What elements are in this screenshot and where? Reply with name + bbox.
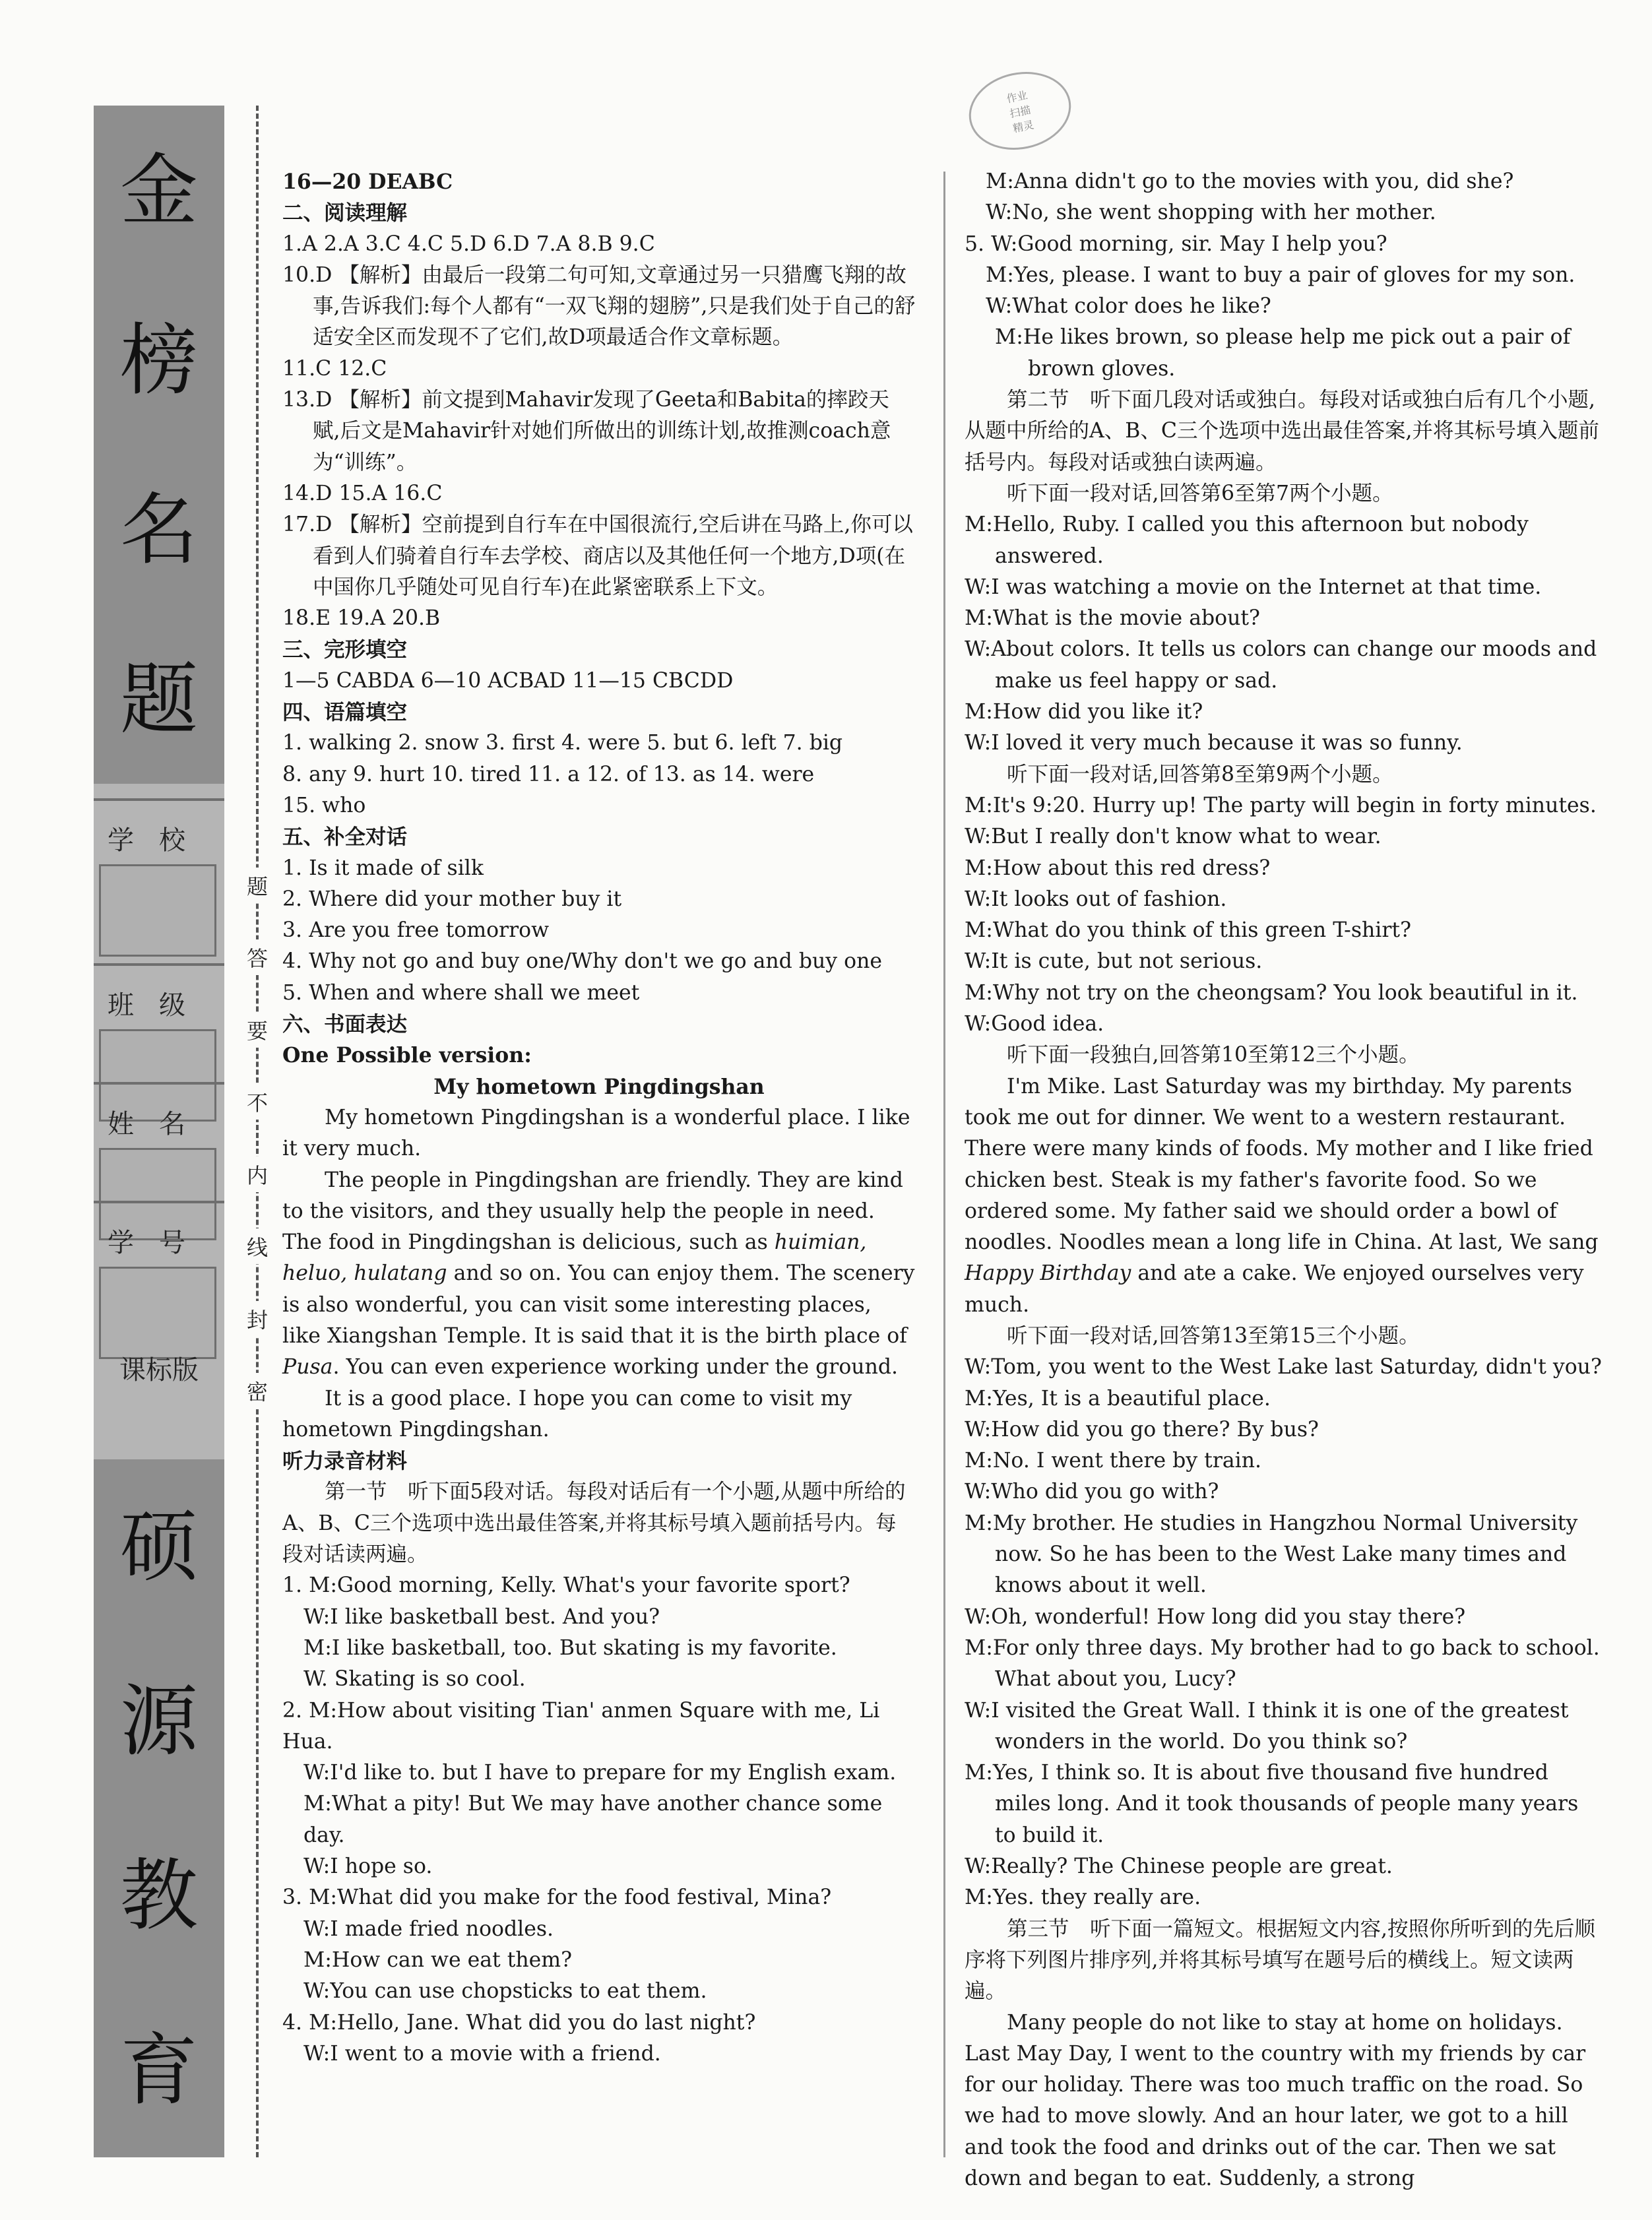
- title-char: 源: [119, 1675, 198, 1767]
- answer-line: 2. Where did your mother buy it: [282, 887, 622, 911]
- seal-warning-text: [244, 868, 270, 1409]
- answer-line: 5. When and where shall we meet: [282, 980, 640, 1005]
- field-label: 班级: [108, 990, 210, 1021]
- dialogue-line: W:I like basketball best. And you?: [303, 1604, 660, 1629]
- dialogue-line: W:Oh, wonderful! How long did you stay there?: [965, 1604, 1466, 1629]
- school-input-box[interactable]: [99, 864, 216, 957]
- dialogue-line: W:It is cute, but not serious.: [965, 949, 1263, 974]
- answer-explanation: 17.D 【解析】空前提到自行车在中国很流行,空后讲在马路上,你可以看到人们骑着自行车去学校、商店以及其他任何一个地方,D项(在中国你几乎随处可见自行车)在此紧密联系上下文。: [282, 513, 913, 599]
- essay-paragraph: My hometown Pingdingshan is a wonderful place. I like it very much.: [282, 1105, 910, 1161]
- answer-explanation: 10.D 【解析】由最后一段第二句可知,文章通过另一只猎鹰飞翔的故事,告诉我们:每个人都有“一双飞翔的翅膀”,只是我们处于自己的舒适安全区而发现不了它们,故D项最适合作文章标题。: [282, 263, 916, 350]
- seal-char: 线: [247, 1228, 268, 1264]
- dialogue-line: 3. M:What did you make for the food festival, Mina?: [282, 1886, 832, 1910]
- dialogue-line: W:About colors. It tells us colors can change our moods and make us feel happy or sad.: [965, 637, 1597, 693]
- text-run: and ate a cake. We enjoyed ourselves very much.: [965, 1261, 1584, 1317]
- dialogue-line: M:I like basketball, too. But skating is my favorite.: [303, 1635, 837, 1660]
- dialogue-line: M:It's 9:20. Hurry up! The party will begin in forty minutes.: [965, 793, 1597, 817]
- text-run: and so on. You can enjoy them. The scenery is also wonderful, you can visit some interesting places, like Xiangshan Temple. It is said that it is the birth place of: [282, 1261, 915, 1348]
- dialogue-line: W:Good idea.: [965, 1012, 1104, 1036]
- dialogue-line: M:He likes brown, so please help me pick out a pair of brown gloves.: [995, 325, 1571, 381]
- text-run: I'm Mike. Last Saturday was my birthday. My parents took me out for dinner. We went to a western restaurant. There were many kinds of foods. My mother and I like fried chicken best. Steak is my father's favorite food. So we ordered some. My father said we should order a bowl of noodles. Noodles mean a long life in China. At last, We sang: [965, 1074, 1599, 1255]
- essay-paragraph: It is a good place. I hope you can come to visit my hometown Pingdingshan.: [282, 1386, 852, 1442]
- field-label: 学号: [108, 1228, 210, 1258]
- dialogue-line: W:No, she went shopping with her mother.: [986, 201, 1436, 225]
- stamp-text: 精灵: [1011, 117, 1035, 135]
- listening-subheading: 听下面一段对话,回答第8至第9两个小题。: [1007, 762, 1393, 786]
- stamp-text: 扫描: [1008, 103, 1032, 120]
- sidebar: [94, 106, 224, 2157]
- title-char: 名: [119, 484, 198, 575]
- section-heading: 四、语篇填空: [282, 700, 408, 725]
- dialogue-line: M:My brother. He studies in Hangzhou Normal University now. So he has been to the West Lake many times and knows about it well.: [965, 1511, 1578, 1598]
- answer-line: 4. Why not go and buy one/Why don't we go and buy one: [282, 949, 882, 974]
- listening-subheading: 听下面一段独白,回答第10至第12三个小题。: [1007, 1043, 1420, 1067]
- version-label: One Possible version:: [282, 1043, 532, 1068]
- text-run-italic: huimian, heluo, hulatang: [282, 1230, 867, 1286]
- essay-paragraph: [282, 1165, 916, 1383]
- section-heading: 听力录音材料: [282, 1449, 408, 1474]
- listening-instruction: 第三节 听下面一篇短文。根据短文内容,按照你所听到的先后顺序将下列图片排序列,并将其标号填写在题号后的横线上。短文读两遍。: [965, 1917, 1596, 2004]
- section-heading: 五、补全对话: [282, 825, 408, 850]
- answer-line: 1.A 2.A 3.C 4.C 5.D 6.D 7.A 8.B 9.C: [282, 232, 655, 256]
- dialogue-line: M:Why not try on the cheongsam? You look beautiful in it.: [965, 980, 1578, 1005]
- title-char: 育: [119, 2024, 198, 2116]
- field-label: 学校: [108, 825, 210, 856]
- answer-line: 16—20 DEABC: [282, 170, 453, 194]
- dialogue-line: W:Who did you go with?: [965, 1480, 1219, 1504]
- dialogue-line: W:I hope so.: [303, 1855, 433, 1879]
- section-heading: 六、书面表达: [282, 1012, 408, 1037]
- title-char: 硕: [119, 1501, 198, 1593]
- dialogue-line: 2. M:How about visiting Tian' anmen Square with me, Li Hua.: [282, 1698, 880, 1754]
- dialogue-line: W:Really? The Chinese people are great.: [965, 1855, 1393, 1879]
- seal-char: 要: [247, 1012, 268, 1048]
- dialogue-line: W:You can use chopsticks to eat them.: [303, 1979, 707, 2004]
- dialogue-line: 4. M:Hello, Jane. What did you do last night?: [282, 2010, 756, 2035]
- dialogue-line: W:I went to a movie with a friend.: [303, 2041, 661, 2066]
- dialogue-line: M:No. I went there by train.: [965, 1449, 1262, 1473]
- right-column: [965, 166, 1604, 2194]
- text-run: The people in Pingdingshan are friendly. They are kind to the visitors, and they usually help the people in need. The food in Pingdingshan is delicious, such as: [282, 1168, 903, 1255]
- dialogue-line: M:Yes, please. I want to buy a pair of gloves for my son.: [986, 263, 1575, 287]
- answer-line: 1. walking 2. snow 3. first 4. were 5. but 6. left 7. big: [282, 731, 843, 755]
- dialogue-line: 5. W:Good morning, sir. May I help you?: [965, 232, 1387, 256]
- seal-char: 密: [247, 1373, 268, 1409]
- title-char: 金: [119, 144, 198, 236]
- text-run-italic: Happy Birthday: [965, 1261, 1131, 1286]
- dialogue-line: M:How about this red dress?: [965, 856, 1271, 880]
- listening-subheading: 听下面一段对话,回答第13至第15三个小题。: [1007, 1323, 1420, 1348]
- seal-char: 封: [247, 1301, 268, 1337]
- dialogue-line: W:I was watching a movie on the Internet at that time.: [965, 575, 1542, 599]
- dialogue-line: W:I made fried noodles.: [303, 1917, 554, 1941]
- dialogue-line: W:What color does he like?: [986, 294, 1271, 319]
- dialogue-line: W:Tom, you went to the West Lake last Saturday, didn't you?: [965, 1355, 1602, 1380]
- answer-line: 14.D 15.A 16.C: [282, 481, 443, 505]
- left-column: [282, 166, 916, 2070]
- text-run: . You can even experience working under the ground.: [333, 1355, 899, 1380]
- dialogue-line: 1. M:Good morning, Kelly. What's your favorite sport?: [282, 1573, 850, 1598]
- edition-label: 课标版: [119, 1355, 199, 1385]
- dialogue-line: M:Yes. they really are.: [965, 1886, 1201, 1910]
- answer-line: 3. Are you free tomorrow: [282, 918, 550, 943]
- dialogue-line: M:Yes, I think so. It is about five thousand five hundred miles long. And it took thousands of people many years to build it.: [965, 1761, 1579, 1847]
- sidebar-title-bottom: [94, 1459, 224, 2157]
- dialogue-line: W:I'd like to. but I have to prepare for my English exam.: [303, 1761, 897, 1785]
- answer-line: 11.C 12.C: [282, 356, 387, 381]
- field-label: 姓名: [108, 1109, 210, 1139]
- column-divider: [943, 172, 945, 2157]
- answer-explanation: 13.D 【解析】前文提到Mahavir发现了Geeta和Babita的摔跤天赋,后文是Mahavir针对她们所做出的训练计划,故推测coach意为“训练”。: [282, 388, 891, 474]
- listening-subheading: 听下面一段对话,回答第6至第7两个小题。: [1007, 481, 1393, 505]
- answer-line: 1. Is it made of silk: [282, 856, 484, 880]
- title-char: 教: [119, 1850, 198, 1942]
- section-heading: 二、阅读理解: [282, 201, 408, 226]
- field-school: [94, 798, 224, 963]
- passage-paragraph: Many people do not like to stay at home on holidays. Last May Day, I went to the country with my friends by car for our holiday. There was too much traffic on the road. So we had to move slowly. And an hour later, we got to a hill and took the food and drinks out of the car. Then we sat down and began to eat. Suddenly, a strong: [965, 2010, 1586, 2190]
- stamp-logo: [962, 63, 1079, 159]
- dialogue-line: W:I visited the Great Wall. I think it is one of the greatest wonders in the world. Do you think so?: [965, 1698, 1569, 1754]
- text-run-italic: Pusa: [282, 1355, 333, 1380]
- dialogue-line: M:Yes, It is a beautiful place.: [965, 1386, 1271, 1411]
- dialogue-line: M:What a pity! But We may have another chance some day.: [303, 1792, 883, 1847]
- student-id-input-box[interactable]: [99, 1267, 216, 1359]
- seal-char: 题: [247, 868, 268, 903]
- dialogue-line: M:How can we eat them?: [303, 1948, 573, 1972]
- answer-line: 18.E 19.A 20.B: [282, 606, 441, 631]
- title-char: 榜: [119, 314, 198, 406]
- listening-instruction: 第二节 听下面几段对话或独白。每段对话或独白后有几个小题,从题中所给的A、B、C三个选项中选出最佳答案,并将其标号填入题前括号内。每段对话或独白读两遍。: [965, 388, 1600, 474]
- dialogue-line: W:It looks out of fashion.: [965, 887, 1227, 911]
- dialogue-line: W:How did you go there? By bus?: [965, 1417, 1319, 1442]
- section-heading: 三、完形填空: [282, 637, 408, 662]
- answer-line: 15. who: [282, 793, 366, 817]
- sidebar-title-top: [94, 106, 224, 784]
- dialogue-line: M:Hello, Ruby. I called you this afternoon but nobody answered.: [965, 513, 1529, 568]
- dialogue-line: W:I loved it very much because it was so funny.: [965, 731, 1463, 755]
- dialogue-line: M:What do you think of this green T-shirt?: [965, 918, 1411, 943]
- seal-char: 答: [247, 939, 268, 975]
- dialogue-line: M:What is the movie about?: [965, 606, 1260, 631]
- field-student-id: [94, 1201, 224, 1365]
- answer-line: 8. any 9. hurt 10. tired 11. a 12. of 13. as 14. were: [282, 762, 815, 786]
- dialogue-line: W. Skating is so cool.: [303, 1667, 526, 1692]
- dialogue-line: W:But I really don't know what to wear.: [965, 825, 1382, 849]
- listening-instruction: 第一节 听下面5段对话。每段对话后有一个小题,从题中所给的A、B、C三个选项中选出最佳答案,并将其标号填入题前括号内。每段对话读两遍。: [282, 1480, 906, 1567]
- stamp-text: 作业: [1005, 88, 1029, 106]
- answer-line: 1—5 CABDA 6—10 ACBAD 11—15 CBCDD: [282, 668, 734, 693]
- title-char: 题: [119, 653, 198, 745]
- essay-title: My hometown Pingdingshan: [433, 1074, 765, 1099]
- seal-char: 内: [247, 1157, 268, 1192]
- seal-char: 不: [247, 1084, 268, 1120]
- dialogue-line: M:For only three days. My brother had to go back to school. What about you, Lucy?: [965, 1635, 1600, 1692]
- monologue-paragraph: [965, 1071, 1604, 1321]
- dialogue-line: M:How did you like it?: [965, 700, 1203, 724]
- dialogue-line: M:Anna didn't go to the movies with you, did she?: [986, 170, 1514, 193]
